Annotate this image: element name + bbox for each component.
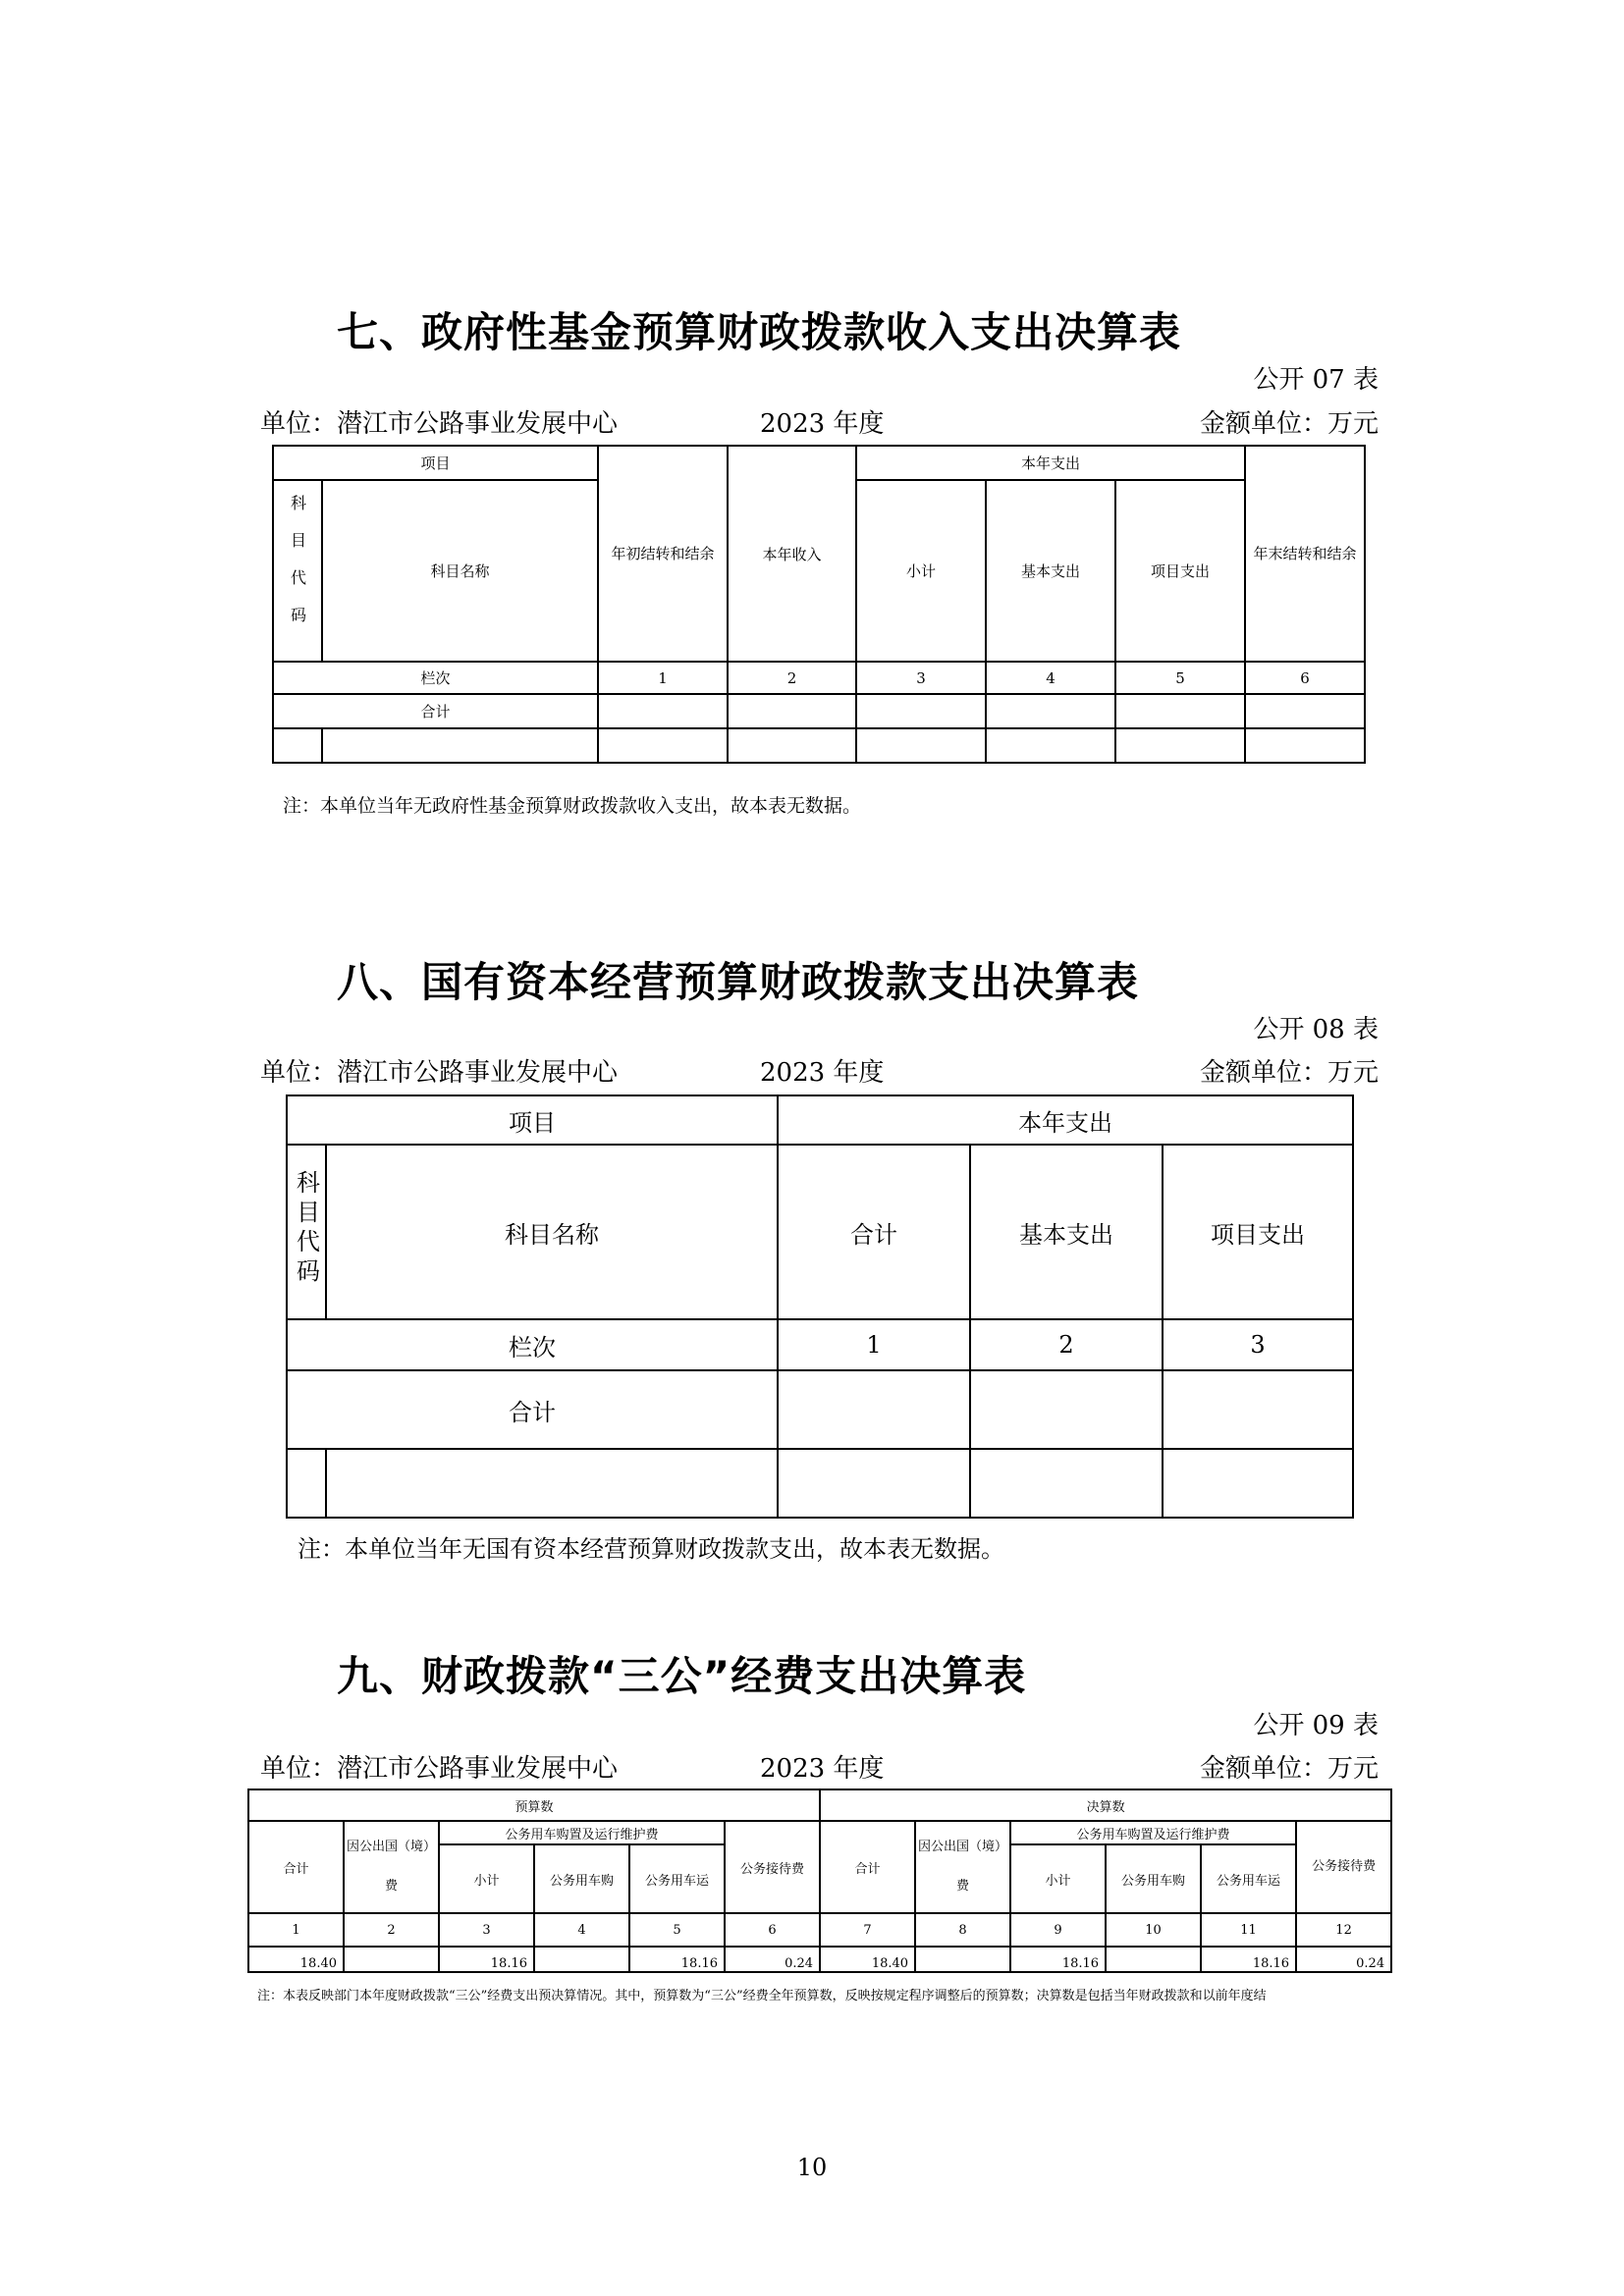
header-expense: 本年支出 (856, 446, 1245, 480)
three-public-table (247, 1789, 1392, 1973)
header-income: 本年收入 (728, 446, 856, 662)
col-num: 5 (629, 1913, 725, 1947)
row-column-label: 栏次 (287, 1319, 778, 1370)
header-basic: 基本支出 (986, 480, 1115, 662)
header-car-run: 公务用车运 (1201, 1844, 1296, 1913)
table-number-09: 公开 09 表 (1253, 1711, 1379, 1740)
table-cell (1245, 728, 1365, 763)
col-num: 9 (1010, 1913, 1106, 1947)
header-reception: 公务接待费 (725, 1821, 820, 1913)
final-total-value: 18.40 (820, 1947, 915, 1972)
final-reception-value: 0.24 (1296, 1947, 1391, 1972)
section-9-title: 九、财政拨款“三公”经费支出决算表 (337, 1652, 1027, 1700)
section-7-note: 注：本单位当年无政府性基金预算财政拨款收入支出，故本表无数据。 (283, 795, 862, 817)
header-abroad: 因公出国（境）费 (915, 1821, 1010, 1913)
section-8-note: 注：本单位当年无国有资本经营预算财政拨款支出，故本表无数据。 (298, 1535, 1004, 1563)
header-code-text: 科目代码 (288, 494, 307, 644)
col-num: 2 (344, 1913, 439, 1947)
table-cell (778, 1449, 970, 1518)
col-num: 4 (534, 1913, 629, 1947)
final-car-subtotal-value: 18.16 (1010, 1947, 1106, 1972)
amount-unit-9: 金额单位：万元 (1199, 1754, 1379, 1784)
table-number-07: 公开 07 表 (1253, 365, 1379, 395)
header-total: 合计 (820, 1821, 915, 1913)
amount-unit-7: 金额单位：万元 (1199, 409, 1379, 439)
budget-total-value: 18.40 (248, 1947, 344, 1972)
header-name: 科目名称 (322, 480, 598, 662)
header-item: 项目 (273, 446, 598, 480)
col-num: 11 (1201, 1913, 1296, 1947)
table-cell (598, 694, 728, 728)
table-cell (778, 1370, 970, 1449)
year-label-8: 2023 年度 (760, 1058, 885, 1088)
header-total: 合计 (778, 1145, 970, 1319)
budget-car-subtotal-value: 18.16 (439, 1947, 534, 1972)
total-row-label: 合计 (273, 694, 598, 728)
col-num: 12 (1296, 1913, 1391, 1947)
header-project: 项目支出 (1163, 1145, 1353, 1319)
header-reception: 公务接待费 (1296, 1821, 1391, 1913)
header-code-text: 科目代码 (292, 1170, 320, 1288)
table-cell (1115, 728, 1245, 763)
header-code (273, 480, 322, 662)
budget-car-run-value: 18.16 (629, 1947, 725, 1972)
unit-label-7: 单位：潜江市公路事业发展中心 (260, 409, 619, 439)
section-7-title: 七、政府性基金预算财政拨款收入支出决算表 (337, 308, 1182, 356)
col-num: 4 (986, 662, 1115, 694)
budget-abroad-value (344, 1947, 439, 1972)
page-number: 10 (796, 2154, 828, 2181)
final-car-buy-value (1106, 1947, 1201, 1972)
section-9-note: 注：本表反映部门本年度财政拨款“三公”经费支出预决算情况。其中，预算数为“三公”经费全年预算数，反映按规定程序调整后的预算数；决算数是包括当年财政拨款和以前年度结 (257, 1989, 1267, 2003)
header-begin-balance: 年初结转和结余 (598, 446, 728, 662)
table-cell (986, 694, 1115, 728)
table-cell (728, 694, 856, 728)
total-row-label: 合计 (287, 1370, 778, 1449)
table-cell (1115, 694, 1245, 728)
final-car-run-value: 18.16 (1201, 1947, 1296, 1972)
stateowned-table (286, 1095, 1354, 1519)
table-cell (856, 728, 986, 763)
col-num: 1 (598, 662, 728, 694)
final-abroad-value (915, 1947, 1010, 1972)
table-cell (1245, 694, 1365, 728)
header-abroad: 因公出国（境）费 (344, 1821, 439, 1913)
year-label-7: 2023 年度 (760, 409, 885, 439)
table-cell (273, 728, 322, 763)
header-name: 科目名称 (326, 1145, 778, 1319)
header-subtotal: 小计 (439, 1844, 534, 1913)
col-num: 5 (1115, 662, 1245, 694)
year-label-9: 2023 年度 (760, 1754, 885, 1784)
table-cell (287, 1449, 326, 1518)
col-num: 6 (1245, 662, 1365, 694)
col-num: 1 (778, 1319, 970, 1370)
header-budget: 预算数 (248, 1789, 820, 1821)
col-num: 2 (970, 1319, 1163, 1370)
budget-car-buy-value (534, 1947, 629, 1972)
header-end-balance: 年末结转和结余 (1245, 446, 1365, 662)
table-cell (728, 728, 856, 763)
col-num: 6 (725, 1913, 820, 1947)
header-car: 公务用车购置及运行维护费 (439, 1821, 725, 1844)
col-num: 1 (248, 1913, 344, 1947)
header-total: 合计 (248, 1821, 344, 1913)
header-project: 项目支出 (1115, 480, 1245, 662)
table-cell (326, 1449, 778, 1518)
header-final: 决算数 (820, 1789, 1391, 1821)
amount-unit-8: 金额单位：万元 (1199, 1058, 1379, 1088)
row-column-label: 栏次 (273, 662, 598, 694)
col-num: 8 (915, 1913, 1010, 1947)
header-car-buy: 公务用车购 (1106, 1844, 1201, 1913)
header-basic: 基本支出 (970, 1145, 1163, 1319)
budget-reception-value: 0.24 (725, 1947, 820, 1972)
header-car-buy: 公务用车购 (534, 1844, 629, 1913)
unit-label-8: 单位：潜江市公路事业发展中心 (260, 1058, 619, 1088)
col-num: 10 (1106, 1913, 1201, 1947)
col-num: 7 (820, 1913, 915, 1947)
table-number-08: 公开 08 表 (1253, 1015, 1379, 1044)
col-num: 3 (439, 1913, 534, 1947)
table-cell (322, 728, 598, 763)
table-cell (970, 1370, 1163, 1449)
header-car-run: 公务用车运 (629, 1844, 725, 1913)
table-cell (598, 728, 728, 763)
header-code (287, 1145, 326, 1319)
header-item: 项目 (287, 1095, 778, 1145)
col-num: 2 (728, 662, 856, 694)
col-num: 3 (1163, 1319, 1353, 1370)
govfund-table (272, 445, 1366, 764)
section-8-title: 八、国有资本经营预算财政拨款支出决算表 (337, 958, 1140, 1006)
table-cell (970, 1449, 1163, 1518)
table-cell (1163, 1449, 1353, 1518)
header-subtotal: 小计 (1010, 1844, 1106, 1913)
table-cell (986, 728, 1115, 763)
table-cell (1163, 1370, 1353, 1449)
header-subtotal: 小计 (856, 480, 986, 662)
header-expense: 本年支出 (778, 1095, 1353, 1145)
table-cell (856, 694, 986, 728)
header-car: 公务用车购置及运行维护费 (1010, 1821, 1296, 1844)
unit-label-9: 单位：潜江市公路事业发展中心 (260, 1754, 619, 1784)
col-num: 3 (856, 662, 986, 694)
